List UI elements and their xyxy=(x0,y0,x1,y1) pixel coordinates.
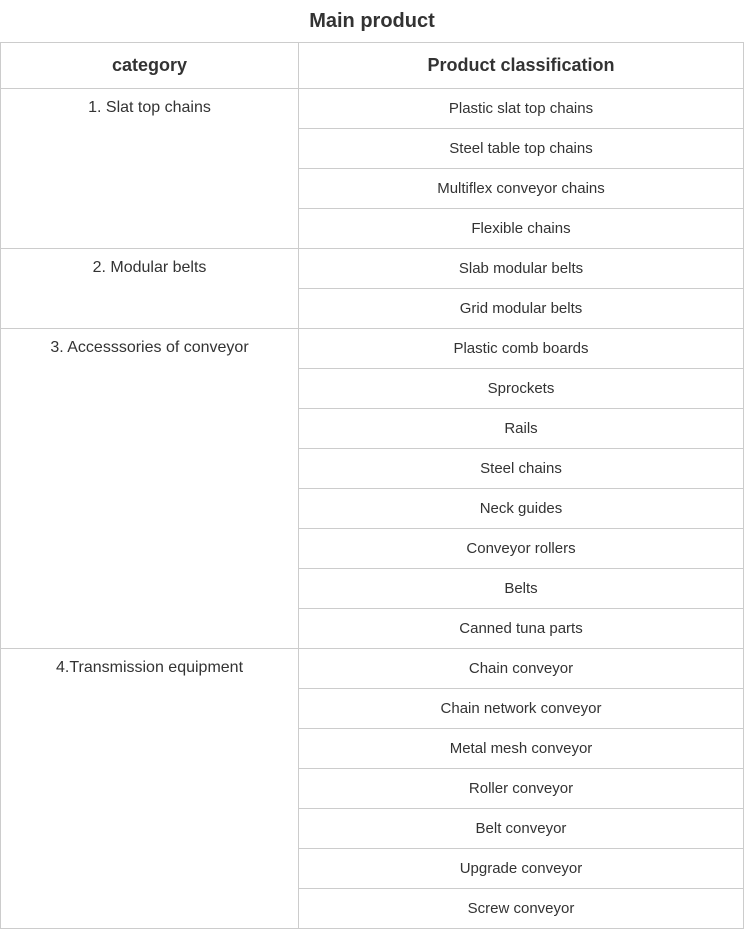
table-row xyxy=(1,89,744,129)
product-cell: Steel table top chains xyxy=(299,129,744,169)
header-row xyxy=(1,43,744,89)
main-product-table xyxy=(0,42,744,929)
product-cell: Flexible chains xyxy=(299,209,744,249)
product-cell: Multiflex conveyor chains xyxy=(299,169,744,209)
category-cell: 1. Slat top chains xyxy=(1,89,299,249)
page-title: Main product xyxy=(309,9,435,32)
product-cell: Belts xyxy=(299,569,744,609)
product-cell: Plastic slat top chains xyxy=(299,89,744,129)
product-cell: Upgrade conveyor xyxy=(299,849,744,889)
category-cell: 3. Accesssories of conveyor xyxy=(1,329,299,649)
column-header-category: category xyxy=(1,43,299,89)
table-row xyxy=(1,649,744,689)
column-header-classification: Product classification xyxy=(299,43,744,89)
product-cell: Sprockets xyxy=(299,369,744,409)
product-cell: Canned tuna parts xyxy=(299,609,744,649)
product-cell: Chain network conveyor xyxy=(299,689,744,729)
table-row xyxy=(1,329,744,369)
product-cell: Grid modular belts xyxy=(299,289,744,329)
product-cell: Metal mesh conveyor xyxy=(299,729,744,769)
category-cell: 2. Modular belts xyxy=(1,249,299,329)
product-cell: Plastic comb boards xyxy=(299,329,744,369)
table-row xyxy=(1,249,744,289)
product-cell: Conveyor rollers xyxy=(299,529,744,569)
product-cell: Rails xyxy=(299,409,744,449)
product-cell: Chain conveyor xyxy=(299,649,744,689)
product-cell: Steel chains xyxy=(299,449,744,489)
product-cell: Belt conveyor xyxy=(299,809,744,849)
category-cell: 4.Transmission equipment xyxy=(1,649,299,929)
product-cell: Slab modular belts xyxy=(299,249,744,289)
product-cell: Screw conveyor xyxy=(299,889,744,929)
product-cell: Roller conveyor xyxy=(299,769,744,809)
product-cell: Neck guides xyxy=(299,489,744,529)
